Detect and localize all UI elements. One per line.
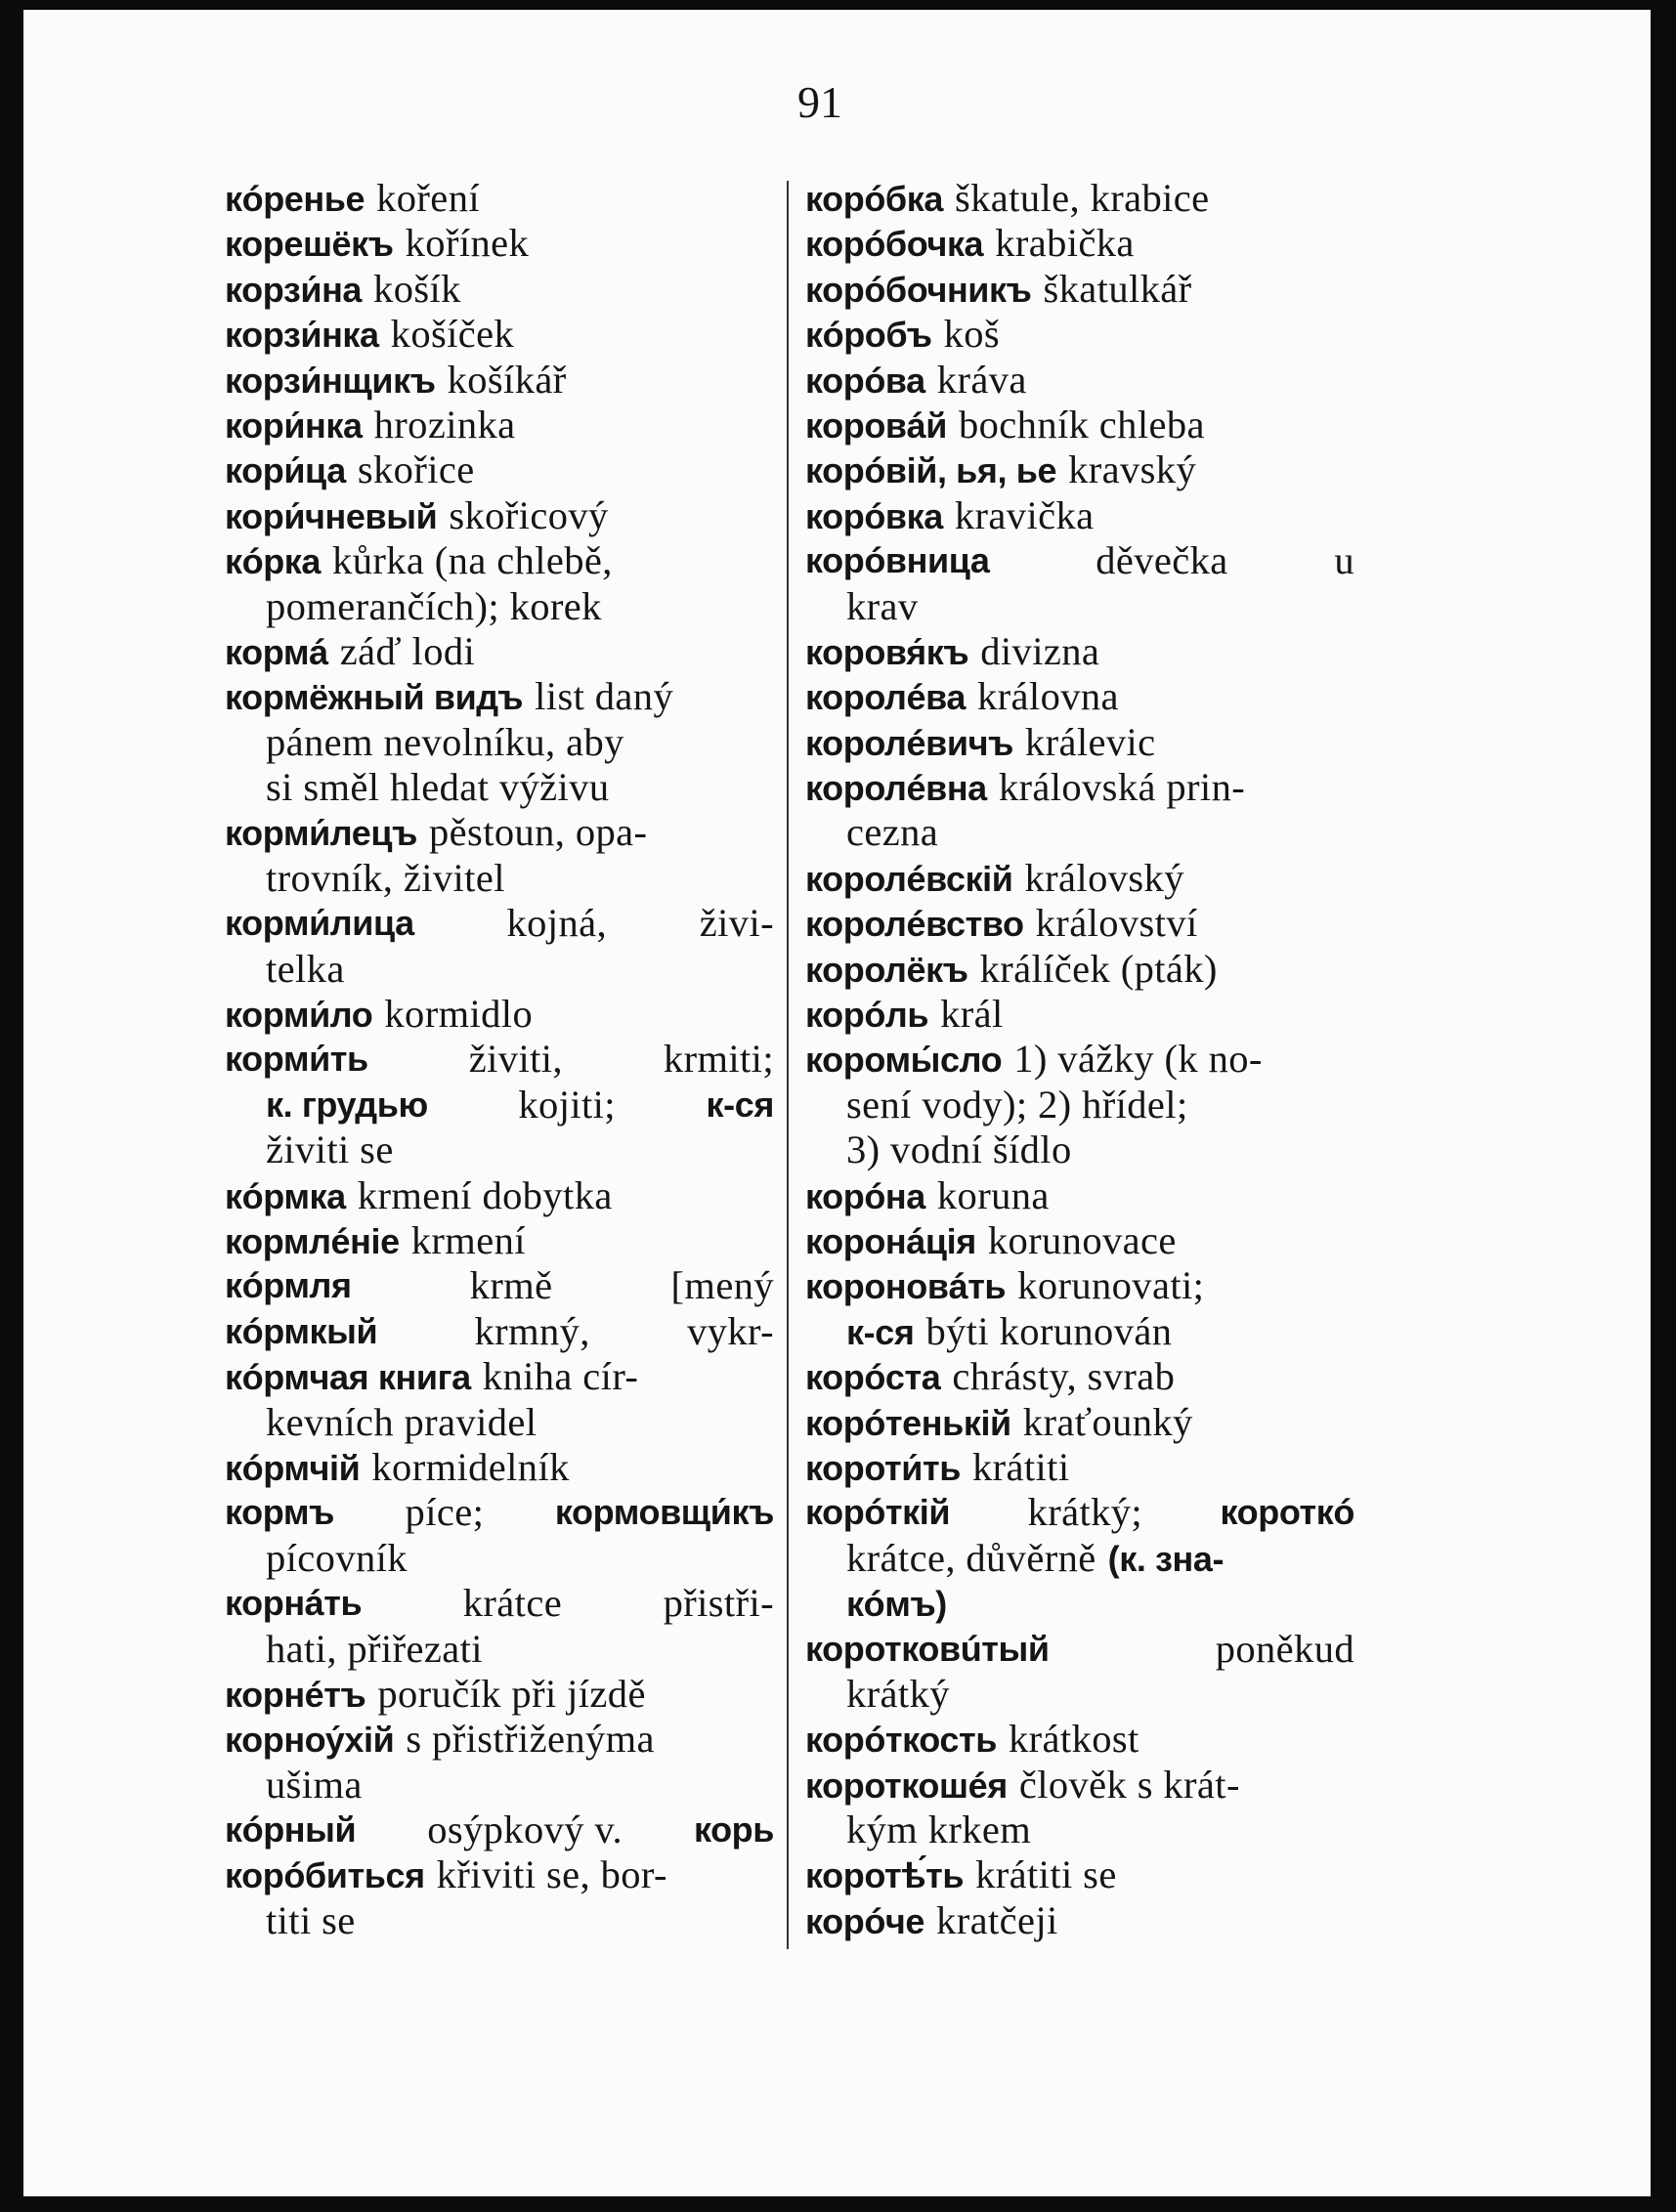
dictionary-entry bbox=[805, 1898, 1360, 1943]
headword: корноу́хій bbox=[225, 1720, 395, 1761]
headword: корзи́нщикъ bbox=[225, 360, 436, 401]
dictionary-entry bbox=[805, 856, 1360, 901]
dictionary-entry bbox=[805, 267, 1360, 312]
headword: корнáть bbox=[225, 1583, 363, 1624]
headword: корóтенькій bbox=[805, 1402, 1011, 1443]
translation: krabička bbox=[995, 221, 1135, 266]
translation: kevních pravidel bbox=[266, 1399, 537, 1444]
dictionary-entry bbox=[225, 1672, 780, 1717]
translation: královský bbox=[1024, 855, 1184, 900]
dictionary-entry bbox=[805, 1490, 1360, 1626]
entry-line bbox=[805, 267, 1360, 312]
headword: кóмъ) bbox=[846, 1584, 947, 1625]
headword: корóбиться bbox=[225, 1855, 425, 1896]
headword: корóткій bbox=[805, 1492, 951, 1533]
translation: krátiti se bbox=[975, 1852, 1117, 1897]
entry-line bbox=[805, 674, 1360, 719]
dictionary-entry bbox=[805, 1763, 1360, 1853]
translation: s přistřiženýma bbox=[406, 1717, 655, 1762]
translation: poručík při jízdě bbox=[377, 1671, 646, 1716]
headword: кóрмля bbox=[225, 1265, 352, 1306]
dictionary-entry bbox=[225, 221, 780, 266]
translation: kraťounký bbox=[1022, 1399, 1193, 1444]
entry-continuation-line bbox=[225, 1898, 780, 1943]
entry-line bbox=[225, 176, 780, 221]
dictionary-entry bbox=[805, 1263, 1360, 1354]
translation: živiti, bbox=[468, 1037, 563, 1082]
entry-line bbox=[225, 1490, 780, 1535]
headword: корóбка bbox=[805, 179, 943, 219]
entry-line bbox=[225, 1354, 780, 1399]
dictionary-entry bbox=[225, 992, 780, 1037]
dictionary-entry bbox=[225, 1218, 780, 1263]
translation: krátce, důvěrně bbox=[846, 1535, 1096, 1580]
headword: кормлéніе bbox=[225, 1220, 400, 1261]
entry-line bbox=[805, 1490, 1360, 1535]
headword: королéвна bbox=[805, 768, 987, 809]
dictionary-entry bbox=[805, 1852, 1360, 1897]
dictionary-entry bbox=[225, 1354, 780, 1445]
entry-line bbox=[225, 674, 780, 719]
entry-continuation-line bbox=[805, 1808, 1360, 1852]
entry-line bbox=[225, 312, 780, 357]
dictionary-entry bbox=[225, 312, 780, 357]
translation: osýpkový v. bbox=[427, 1808, 623, 1852]
dictionary-entry bbox=[225, 1581, 780, 1672]
translation: pomerančích); korek bbox=[266, 583, 602, 628]
headword: коромы́сло bbox=[805, 1040, 1003, 1081]
headword: кóрмчая книга bbox=[225, 1357, 471, 1398]
entry-line bbox=[225, 629, 780, 674]
headword: корзи́нка bbox=[225, 315, 379, 356]
entry-line bbox=[805, 1763, 1360, 1808]
dictionary-entry bbox=[805, 403, 1360, 447]
entry-continuation-line bbox=[805, 584, 1360, 629]
dictionary-entry bbox=[805, 221, 1360, 266]
dictionary-entry bbox=[805, 358, 1360, 403]
headword: коротковúтый bbox=[805, 1628, 1050, 1669]
translation: přistři- bbox=[663, 1581, 774, 1626]
headword: кóробъ bbox=[805, 315, 932, 356]
headword: кори́ца bbox=[225, 450, 346, 491]
entry-line bbox=[805, 1218, 1360, 1263]
dictionary-entry bbox=[805, 1218, 1360, 1263]
translation: chrásty, svrab bbox=[952, 1354, 1176, 1399]
dictionary-entry bbox=[225, 1263, 780, 1308]
entry-line bbox=[805, 947, 1360, 992]
headword: короткó bbox=[1220, 1492, 1354, 1533]
headword: корóткость bbox=[805, 1720, 997, 1761]
entry-continuation-line bbox=[225, 947, 780, 992]
entry-line bbox=[805, 1263, 1360, 1308]
entry-line bbox=[225, 358, 780, 403]
entry-line bbox=[225, 810, 780, 855]
dictionary-entry bbox=[225, 447, 780, 492]
entry-line bbox=[225, 403, 780, 447]
dictionary-entry bbox=[805, 493, 1360, 538]
translation: ušima bbox=[266, 1762, 363, 1807]
translation: píce; bbox=[405, 1490, 485, 1535]
headword: короти́ть bbox=[805, 1447, 961, 1488]
dictionary-entry bbox=[805, 1037, 1360, 1172]
translation: krátkost bbox=[1009, 1717, 1139, 1762]
translation: křiviti se, bor- bbox=[436, 1852, 667, 1897]
translation: krátiti bbox=[971, 1444, 1070, 1489]
entry-continuation-line bbox=[225, 1627, 780, 1672]
translation: krátce bbox=[462, 1581, 563, 1626]
headword: корми́ло bbox=[225, 995, 373, 1036]
page-number: 91 bbox=[797, 77, 842, 127]
entry-line bbox=[805, 1445, 1360, 1490]
dictionary-entry bbox=[225, 358, 780, 403]
dictionary-entry bbox=[805, 992, 1360, 1037]
headword: кормá bbox=[225, 631, 328, 672]
entry-line bbox=[805, 403, 1360, 447]
headword: короткошéя bbox=[805, 1765, 1008, 1806]
headword: королёкъ bbox=[805, 949, 968, 990]
headword: корóва bbox=[805, 360, 925, 401]
headword: корóна bbox=[805, 1175, 925, 1216]
translation: krmení dobytka bbox=[357, 1172, 613, 1217]
dictionary-entry bbox=[225, 1490, 780, 1581]
dictionary-entry bbox=[805, 538, 1360, 629]
entry-continuation-line bbox=[805, 1309, 1360, 1354]
dictionary-entry bbox=[225, 493, 780, 538]
translation: koruna bbox=[936, 1172, 1050, 1217]
entry-line bbox=[805, 1717, 1360, 1762]
dictionary-entry bbox=[805, 947, 1360, 992]
translation: vykr- bbox=[687, 1308, 774, 1353]
translation: královna bbox=[977, 674, 1119, 719]
translation: [mený bbox=[670, 1263, 774, 1308]
translation: kojná, bbox=[506, 901, 608, 946]
headword: кóрка bbox=[225, 541, 322, 582]
entry-continuation-line bbox=[225, 765, 780, 810]
dictionary-entry bbox=[225, 1173, 780, 1218]
entry-line bbox=[225, 1173, 780, 1218]
entry-line bbox=[805, 176, 1360, 221]
entry-line bbox=[225, 447, 780, 492]
headword: корóль bbox=[805, 995, 929, 1036]
translation: koření bbox=[376, 176, 480, 220]
entry-line bbox=[805, 1400, 1360, 1445]
translation: poněkud bbox=[1215, 1626, 1354, 1671]
dictionary-entry bbox=[805, 629, 1360, 674]
dictionary-page bbox=[23, 10, 1651, 2196]
translation: škatule, krabice bbox=[955, 176, 1210, 220]
dictionary-entry bbox=[805, 312, 1360, 357]
entry-line bbox=[225, 1445, 780, 1490]
dictionary-entry bbox=[805, 1717, 1360, 1762]
translation: hati, přiřezati bbox=[266, 1626, 483, 1671]
translation: titi se bbox=[266, 1897, 356, 1942]
translation: korunovati; bbox=[1017, 1263, 1205, 1308]
dictionary-entry bbox=[225, 267, 780, 312]
entry-line bbox=[225, 267, 780, 312]
entry-continuation-line bbox=[805, 1083, 1360, 1127]
headword: корóста bbox=[805, 1357, 941, 1398]
translation: pěstoun, opa- bbox=[429, 810, 648, 855]
entry-continuation-line bbox=[225, 1763, 780, 1808]
translation: býti korunován bbox=[925, 1308, 1173, 1353]
translation: korunovace bbox=[987, 1217, 1177, 1262]
entry-line bbox=[225, 901, 780, 946]
headword: короновáть bbox=[805, 1266, 1007, 1307]
dictionary-entry bbox=[225, 810, 780, 901]
translation: živiti se bbox=[266, 1127, 394, 1172]
headword: королéва bbox=[805, 677, 966, 718]
dictionary-entry bbox=[225, 176, 780, 221]
translation: živi- bbox=[699, 901, 774, 946]
headword: коронáція bbox=[805, 1220, 976, 1261]
headword: коротѣ́ть bbox=[805, 1855, 965, 1896]
translation: si směl hledat výživu bbox=[266, 765, 610, 810]
headword: (к. зна- bbox=[1107, 1538, 1225, 1579]
entry-continuation-line bbox=[225, 1127, 780, 1172]
entry-continuation-line bbox=[805, 810, 1360, 855]
translation: bochník chleba bbox=[959, 402, 1205, 447]
entry-continuation-line bbox=[805, 1672, 1360, 1717]
headword: кóренье bbox=[225, 179, 365, 219]
headword: кóрный bbox=[225, 1809, 357, 1850]
translation: kormidlo bbox=[384, 992, 534, 1037]
dictionary-entry bbox=[225, 1037, 780, 1172]
entry-continuation-line bbox=[225, 856, 780, 901]
headword: к. грудью bbox=[266, 1084, 428, 1125]
translation: telka bbox=[266, 946, 345, 991]
dictionary-entry bbox=[805, 1354, 1360, 1399]
headword: корóбочка bbox=[805, 224, 984, 265]
dictionary-entry bbox=[805, 765, 1360, 856]
entry-line bbox=[225, 1309, 780, 1354]
translation: krmení bbox=[410, 1217, 526, 1262]
headword: к-ся bbox=[706, 1084, 774, 1125]
translation: koš bbox=[943, 312, 1001, 357]
headword: королéвскій bbox=[805, 858, 1013, 899]
translation: pánem nevolníku, aby bbox=[266, 719, 624, 764]
entry-line bbox=[225, 493, 780, 538]
headword: коровя́къ bbox=[805, 631, 969, 672]
entry-line bbox=[805, 1898, 1360, 1943]
dictionary-entry bbox=[225, 1717, 780, 1808]
headword: корóвка bbox=[805, 495, 943, 536]
translation: kravský bbox=[1068, 447, 1197, 492]
headword: кормъ bbox=[225, 1492, 334, 1533]
dictionary-entry bbox=[805, 720, 1360, 765]
entry-line bbox=[225, 538, 780, 583]
entry-line bbox=[805, 312, 1360, 357]
translation: skořicový bbox=[449, 492, 609, 537]
translation: pícovník bbox=[266, 1535, 408, 1580]
translation: záď lodi bbox=[339, 628, 476, 673]
translation: hrozinka bbox=[373, 402, 516, 447]
dictionary-entry bbox=[225, 1808, 780, 1852]
headword: кори́нка bbox=[225, 404, 363, 446]
dictionary-entry bbox=[225, 1309, 780, 1354]
entry-line bbox=[805, 992, 1360, 1037]
headword: корнéтъ bbox=[225, 1674, 366, 1715]
headword: корóче bbox=[805, 1900, 925, 1941]
entry-continuation-line bbox=[225, 1083, 780, 1127]
headword: коровáй bbox=[805, 404, 947, 446]
left-column bbox=[225, 176, 780, 1943]
entry-line bbox=[805, 1627, 1360, 1672]
entry-line bbox=[805, 1354, 1360, 1399]
headword: корешёкъ bbox=[225, 224, 394, 265]
dictionary-entry bbox=[805, 1445, 1360, 1490]
entry-line bbox=[225, 1218, 780, 1263]
translation: kratčeji bbox=[936, 1897, 1058, 1942]
dictionary-entry bbox=[225, 1852, 780, 1943]
entry-line bbox=[805, 1037, 1360, 1082]
entry-line bbox=[805, 221, 1360, 266]
entry-continuation-line bbox=[225, 1400, 780, 1445]
translation: kým krkem bbox=[846, 1808, 1032, 1852]
translation: 1) vážky (k no- bbox=[1013, 1037, 1263, 1082]
entry-line bbox=[805, 901, 1360, 946]
entry-continuation-line bbox=[805, 1581, 1360, 1626]
headword: корóвій, ья, ье bbox=[805, 450, 1057, 491]
translation: krmě bbox=[469, 1263, 553, 1308]
dictionary-entry bbox=[805, 1627, 1360, 1718]
translation: královská prin- bbox=[998, 765, 1246, 810]
translation: 3) vodní šídlo bbox=[846, 1127, 1072, 1172]
headword: королéвство bbox=[805, 904, 1024, 945]
translation: divizna bbox=[980, 628, 1100, 673]
dictionary-entry bbox=[805, 176, 1360, 221]
translation: skořice bbox=[357, 447, 475, 492]
headword: кормовщи́къ bbox=[554, 1492, 774, 1533]
translation: krmný, bbox=[474, 1308, 590, 1353]
headword: кормёжный видъ bbox=[225, 677, 524, 718]
entry-line bbox=[805, 1173, 1360, 1218]
headword: корóбочникъ bbox=[805, 269, 1032, 310]
entry-line bbox=[225, 1852, 780, 1897]
headword: к-ся bbox=[846, 1311, 915, 1352]
headword: корми́лица bbox=[225, 903, 414, 944]
translation: kniha cír- bbox=[482, 1354, 639, 1399]
entry-line bbox=[225, 221, 780, 266]
entry-line bbox=[805, 1852, 1360, 1897]
entry-continuation-line bbox=[225, 720, 780, 765]
translation: kořínek bbox=[405, 221, 530, 266]
translation: kůrka (na chlebě, bbox=[332, 538, 613, 583]
headword: корми́лецъ bbox=[225, 813, 418, 854]
translation: u bbox=[1334, 538, 1354, 583]
entry-line bbox=[225, 1581, 780, 1626]
entry-line bbox=[225, 1037, 780, 1082]
headword: корóвница bbox=[805, 540, 990, 581]
entry-line bbox=[805, 538, 1360, 583]
dictionary-entry bbox=[805, 901, 1360, 946]
entry-line bbox=[805, 720, 1360, 765]
translation: košík bbox=[373, 266, 461, 311]
translation: království bbox=[1035, 901, 1198, 946]
right-column bbox=[805, 176, 1360, 1943]
translation: králíček (pták) bbox=[979, 946, 1218, 991]
entry-continuation-line bbox=[225, 584, 780, 629]
translation: člověk s krát- bbox=[1018, 1762, 1240, 1807]
entry-line bbox=[805, 765, 1360, 810]
headword: кóрмчій bbox=[225, 1447, 361, 1488]
entry-line bbox=[805, 493, 1360, 538]
translation: krav bbox=[846, 583, 919, 628]
entry-line bbox=[225, 1263, 780, 1308]
translation: trovník, živitel bbox=[266, 855, 505, 900]
translation: kormidelník bbox=[371, 1444, 570, 1489]
entry-line bbox=[805, 856, 1360, 901]
dictionary-entry bbox=[225, 901, 780, 992]
translation: kravička bbox=[954, 492, 1095, 537]
entry-line bbox=[225, 1672, 780, 1717]
translation: škatulkář bbox=[1043, 266, 1192, 311]
dictionary-entry bbox=[225, 629, 780, 674]
translation: král bbox=[940, 992, 1004, 1037]
headword: корзи́на bbox=[225, 269, 363, 310]
entry-line bbox=[225, 1808, 780, 1852]
dictionary-entry bbox=[805, 1173, 1360, 1218]
translation: krátký; bbox=[1027, 1490, 1143, 1535]
entry-line bbox=[805, 358, 1360, 403]
translation: list daný bbox=[535, 674, 674, 719]
translation: děvečka bbox=[1096, 538, 1228, 583]
dictionary-entry bbox=[805, 674, 1360, 719]
dictionary-entry bbox=[805, 447, 1360, 492]
translation: králevic bbox=[1024, 719, 1156, 764]
headword: королéвичъ bbox=[805, 722, 1013, 763]
headword: кори́чневый bbox=[225, 495, 438, 536]
entry-continuation-line bbox=[805, 1127, 1360, 1172]
translation: košíkář bbox=[447, 357, 567, 402]
entry-line bbox=[805, 447, 1360, 492]
translation: sení vody); 2) hřídel; bbox=[846, 1082, 1188, 1127]
entry-line bbox=[225, 992, 780, 1037]
translation: kojiti; bbox=[518, 1082, 616, 1127]
translation: kráva bbox=[936, 357, 1027, 402]
translation: košíček bbox=[390, 312, 515, 357]
dictionary-entry bbox=[805, 1400, 1360, 1445]
entry-continuation-line bbox=[805, 1536, 1360, 1581]
headword: корь bbox=[693, 1809, 774, 1850]
dictionary-entry bbox=[225, 674, 780, 810]
translation: krmiti; bbox=[663, 1037, 774, 1082]
translation: cezna bbox=[846, 810, 939, 855]
headword: кóрмкый bbox=[225, 1310, 378, 1351]
headword: кóрмка bbox=[225, 1175, 346, 1216]
entry-line bbox=[225, 1717, 780, 1762]
entry-continuation-line bbox=[225, 1536, 780, 1581]
dictionary-entry bbox=[225, 1445, 780, 1490]
column-divider bbox=[787, 181, 789, 1949]
entry-line bbox=[805, 629, 1360, 674]
dictionary-entry bbox=[225, 403, 780, 447]
dictionary-entry bbox=[225, 538, 780, 629]
translation: krátký bbox=[846, 1671, 950, 1716]
headword: корми́ть bbox=[225, 1039, 368, 1080]
